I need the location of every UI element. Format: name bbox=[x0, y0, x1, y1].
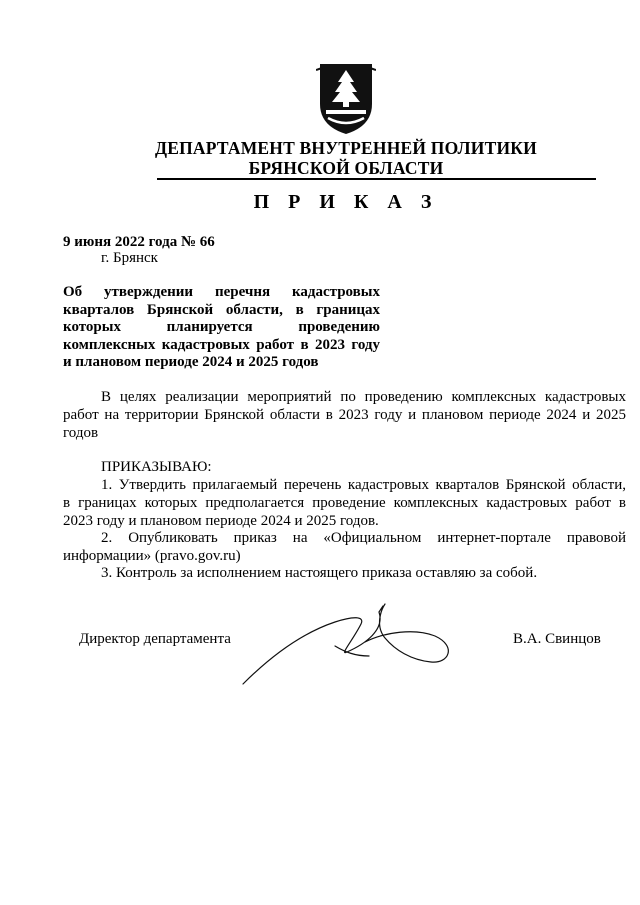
subject-line: и плановом периоде 2024 и 2025 годов bbox=[63, 354, 319, 371]
order-city: г. Брянск bbox=[101, 250, 158, 266]
subject-line: Об утверждении перечня кадастровых bbox=[63, 284, 380, 300]
item3-line: 3. Контроль за исполнением настоящего приказа оставляю за собой. bbox=[101, 565, 538, 581]
order-subject bbox=[63, 284, 380, 372]
subject-line: которых планируется проведению bbox=[63, 319, 380, 336]
item2-line: информации» (pravo.gov.ru) bbox=[63, 548, 241, 564]
subject-line: комплексных кадастровых работ в 2023 году bbox=[63, 336, 380, 353]
coat-of-arms-emblem bbox=[316, 60, 376, 136]
preamble-line: годов bbox=[63, 425, 99, 441]
item1-line: 1. Утвердить прилагаемый перечень кадастровых кварталов Брянской области, bbox=[101, 477, 626, 493]
item1-line: в границах которых предполагается проведение комплексных кадастровых работ в bbox=[63, 495, 626, 511]
preamble-line: работ на территории Брянской области в 2023 году и плановом периоде 2024 и 2025 bbox=[63, 407, 626, 423]
order-title: П Р И К А З bbox=[253, 191, 439, 213]
item2-line: 2. Опубликовать приказ на «Официальном интернет-портале правовой bbox=[101, 530, 626, 546]
order-date-number: 9 июня 2022 года № 66 bbox=[63, 234, 215, 250]
signatory-position: Директор департамента bbox=[79, 631, 231, 647]
department-name-line1: ДЕПАРТАМЕНТ ВНУТРЕННЕЙ ПОЛИТИКИ bbox=[155, 138, 537, 158]
header-divider bbox=[157, 178, 596, 180]
department-name-line2: БРЯНСКОЙ ОБЛАСТИ bbox=[248, 158, 444, 178]
directive-word: ПРИКАЗЫВАЮ: bbox=[101, 459, 212, 475]
preamble-line: В целях реализации мероприятий по проведению комплексных кадастровых bbox=[101, 389, 626, 405]
item1-line: 2023 году и плановом периоде 2024 и 2025 годов. bbox=[63, 513, 379, 529]
signatory-name: В.А. Свинцов bbox=[513, 631, 601, 647]
subject-line: кварталов Брянской области, в границах bbox=[63, 301, 380, 318]
handwritten-signature bbox=[235, 602, 475, 690]
